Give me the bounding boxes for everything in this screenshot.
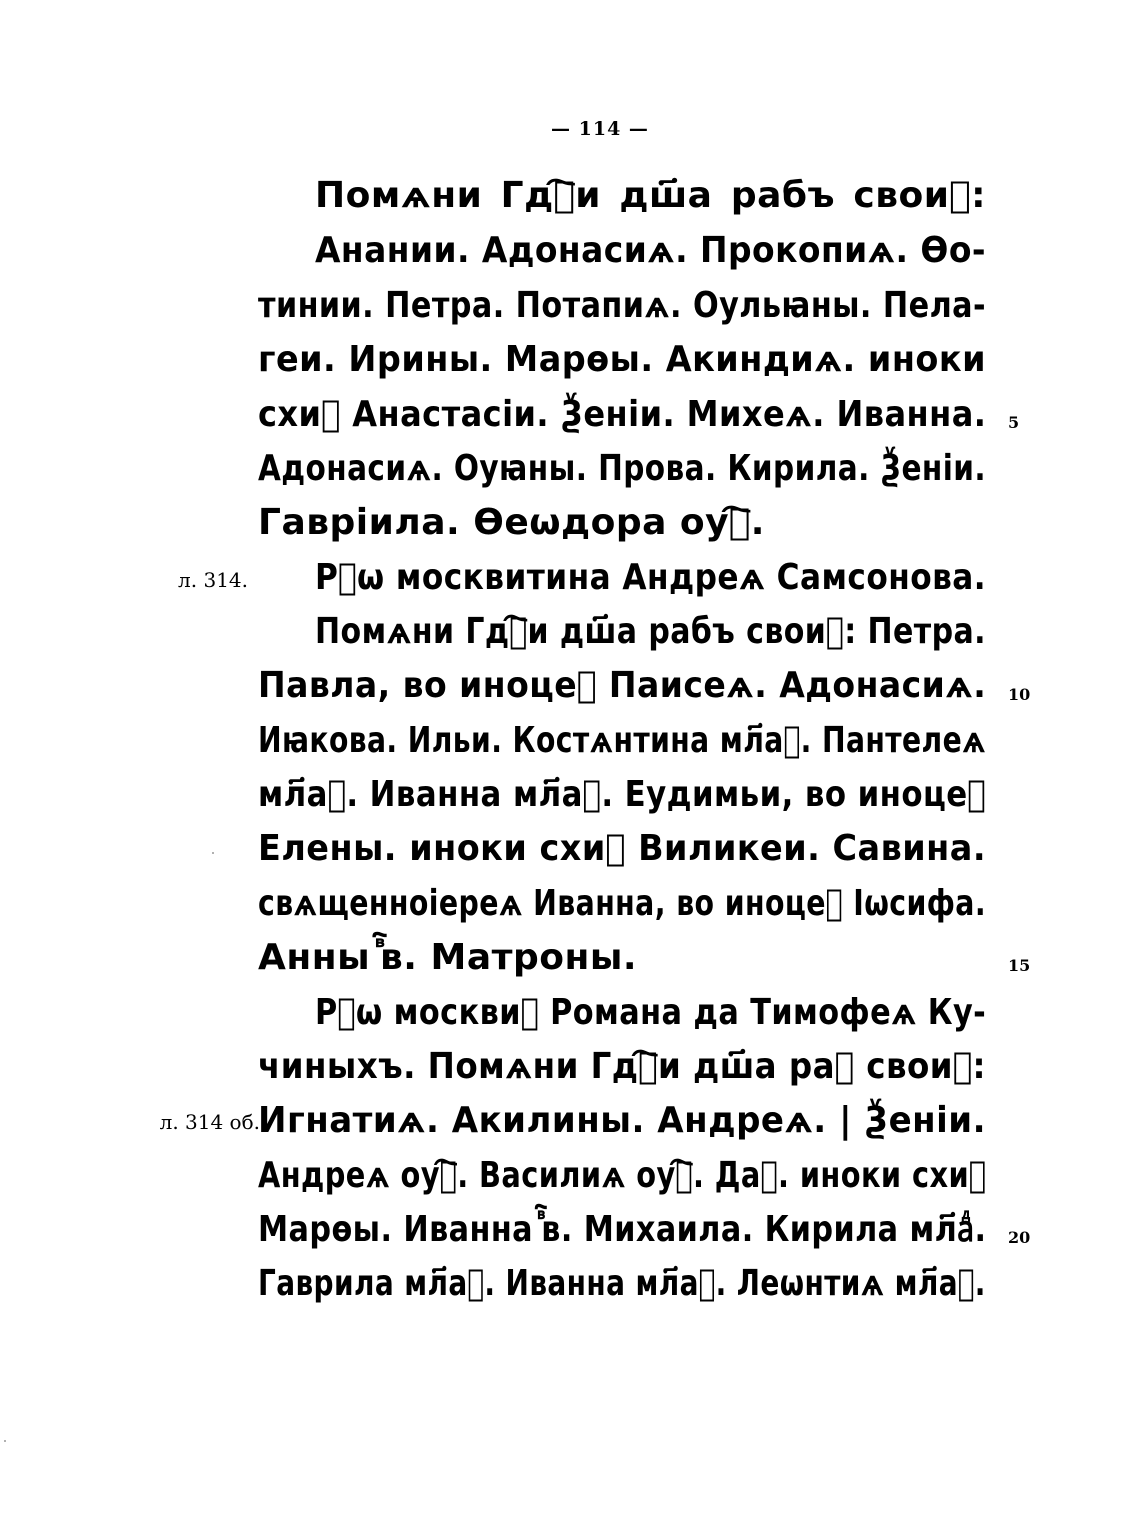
text-line-1: Помѧни Гдⷭ҇и дш҃а рабъ своиⷯ: [315, 175, 986, 216]
scan-speck [212, 852, 214, 854]
text-line-6: Адонасиѧ. Оуꙗны. Прова. Кирила. Ѯеніи. [258, 448, 986, 489]
scan-speck [4, 1440, 6, 1442]
text-line-11: Иꙗкова. Ильи. Костѧнтина мл҃аⷣ. Пантелеѧ [258, 720, 986, 761]
line-number-20: 20 [1008, 1228, 1031, 1247]
text-line-14: свѧщенноіереѧ Иванна, во иноцеⷯ Іѡсифа. [258, 883, 986, 924]
text-line-18: Игнатиѧ. Акилины. Андреѧ. | Ѯеніи. [258, 1100, 986, 1141]
folio-mark-314: л. 314. [178, 568, 248, 592]
text-line-16: Рⷣѡ москвиⷡ Романа да Тимофеѧ Ку- [315, 992, 987, 1033]
text-line-5: схиⷨ Анастасіи. Ѯеніи. Михеѧ. Иванна. [258, 394, 987, 435]
text-line-10: Павла, во иноцеⷯ Паисеѧ. Адонасиѧ. [258, 665, 987, 706]
text-line-13: Елены. иноки схиⷨ Виликеи. Савина. [258, 828, 986, 869]
line-number-5: 5 [1008, 413, 1020, 432]
text-line-7: Гавріила. Ѳеѡдора оуⷠ҇. [258, 502, 765, 543]
page-number: — 114 — [551, 118, 649, 140]
text-line-19: Андреѧ оуⷠ҇. Василиѧ оуⷠ҇. Даⷩ. иноки схиⷨ [258, 1155, 987, 1196]
line-number-15: 15 [1008, 956, 1031, 975]
text-line-21: Гаврила мл҃аⷣ. Иванна мл҃аⷣ. Леѡнтиѧ мл҃аⷣ. [258, 1263, 986, 1304]
text-line-8: Рⷣѡ москвитина Андреѧ Самсонова. [315, 557, 987, 598]
text-line-2: Анании. Адонасиѧ. Прокопиѧ. Ѳо- [315, 230, 986, 271]
text-line-17: чиныхъ. Помѧни Гдⷭ҇и дш҃а раⷠ своиⷯ: [258, 1046, 987, 1087]
text-line-15: Анны ⷡ҇в. Матроны. [258, 937, 638, 978]
text-line-4: геи. Ирины. Марѳы. Акиндиѧ. иноки [258, 339, 986, 380]
text-line-3: тинии. Петра. Потапиѧ. Оульꙗны. Пела- [258, 285, 986, 326]
text-line-9: Помѧни Гдⷭ҇и дш҃а рабъ своиⷯ: Петра. [315, 611, 986, 652]
folio-mark-314-verso: л. 314 об. [159, 1110, 260, 1134]
text-line-12: мл҃аⷣ. Иванна мл҃аⷣ. Еудимьи, во иноцеⷯ [258, 774, 987, 815]
line-number-10: 10 [1008, 685, 1031, 704]
text-line-20: Марѳы. Иванна ⷡ҇в. Михаила. Кирила мл҃аⷣ. [258, 1209, 987, 1250]
